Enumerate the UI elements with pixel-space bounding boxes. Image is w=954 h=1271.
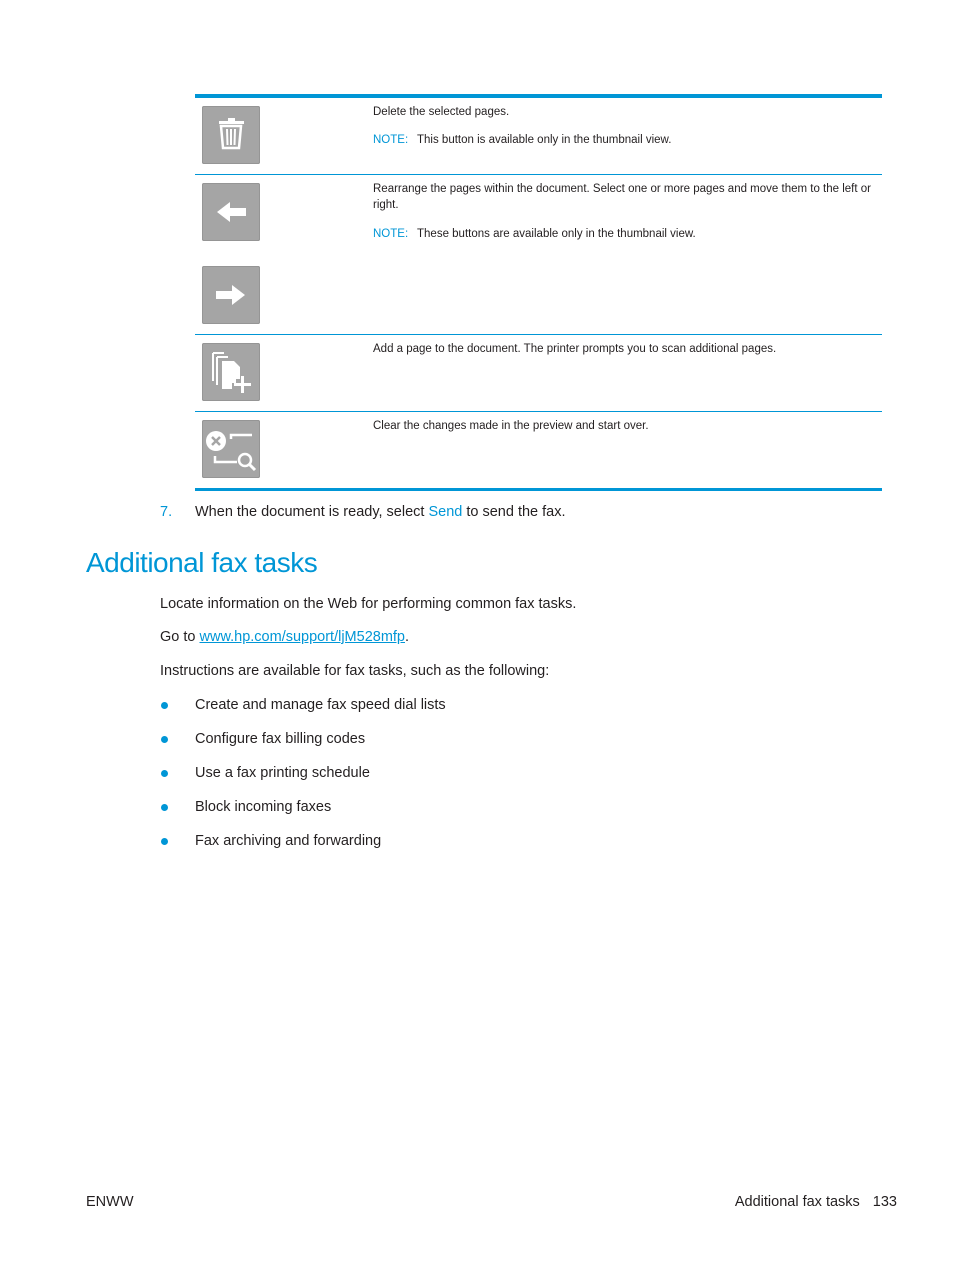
- bullet-icon: [161, 770, 168, 777]
- support-link[interactable]: www.hp.com/support/ljM528mfp: [199, 629, 405, 645]
- note-text: These buttons are available only in the thumbnail view.: [417, 228, 696, 240]
- note-text: This button is available only in the thumbnail view.: [417, 134, 672, 146]
- goto-paragraph: [160, 629, 409, 645]
- list-item: Configure fax billing codes: [195, 731, 366, 747]
- instructions-paragraph: Instructions are available for fax tasks, such as the following:: [160, 663, 550, 679]
- footer-right: [735, 1194, 897, 1210]
- trash-icon: [202, 106, 260, 164]
- bullet-icon: [161, 736, 168, 743]
- intro-paragraph: Locate information on the Web for performing common fax tasks.: [160, 596, 577, 612]
- footer-left: ENWW: [86, 1194, 134, 1210]
- note-label: NOTE:: [373, 228, 409, 240]
- add-page-icon: [202, 343, 260, 401]
- row-separator: [195, 411, 882, 412]
- row-separator: [195, 174, 882, 175]
- row-description: Delete the selected pages.: [373, 106, 510, 118]
- step-text: [195, 504, 566, 520]
- section-heading: Additional fax tasks: [86, 547, 318, 578]
- page-number: 133: [872, 1194, 897, 1210]
- arrow-left-icon: [202, 183, 260, 241]
- step-text-before: When the document is ready, select: [195, 504, 429, 520]
- clear-preview-icon: [202, 420, 260, 478]
- bullet-icon: [161, 804, 168, 811]
- row-description: Add a page to the document. The printer prompts you to scan additional pages.: [373, 343, 777, 355]
- list-item: Create and manage fax speed dial lists: [195, 697, 446, 713]
- goto-after: .: [405, 629, 410, 645]
- send-link[interactable]: Send: [428, 504, 463, 520]
- bullet-icon: [161, 702, 168, 709]
- list-item: Use a fax printing schedule: [195, 765, 370, 781]
- step-text-after: to send the fax.: [462, 504, 566, 520]
- footer-title: Additional fax tasks: [734, 1194, 860, 1210]
- table-bottom-border: [195, 488, 882, 491]
- row-description: Rearrange the pages within the document. Select one or more pages and move them to the left or right.: [373, 183, 871, 211]
- goto-before: Go to: [160, 629, 200, 645]
- row-description: Clear the changes made in the preview and start over.: [373, 420, 649, 432]
- step-number: 7.: [160, 504, 173, 520]
- arrow-right-icon: [202, 266, 260, 324]
- row-separator: [195, 334, 882, 335]
- list-item: Block incoming faxes: [195, 799, 332, 815]
- note-label: NOTE:: [373, 134, 409, 146]
- table-top-border: [195, 94, 882, 98]
- bullet-icon: [161, 838, 168, 845]
- list-item: Fax archiving and forwarding: [195, 833, 382, 849]
